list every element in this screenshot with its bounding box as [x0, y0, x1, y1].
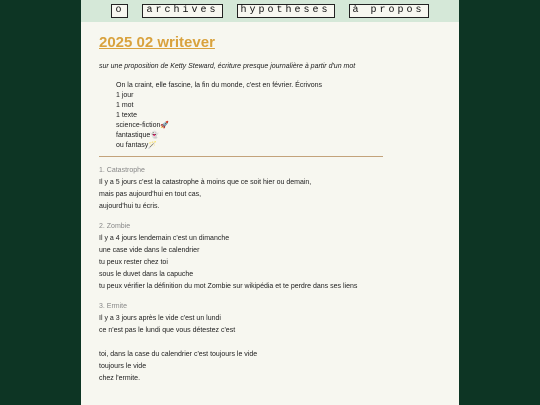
section-zombie: [99, 223, 441, 293]
nav-archives-link[interactable]: archives: [142, 4, 222, 18]
text-line: Il y a 3 jours après le vide c'est un lundi: [99, 315, 221, 322]
nav-about-link[interactable]: à propos: [349, 4, 429, 18]
text-line: chez l'ermite.: [99, 375, 141, 382]
section-catastrophe: [99, 167, 441, 213]
page-title[interactable]: 2025 02 writever: [99, 34, 215, 51]
text-line: Il y a 5 jours c'est la catastrophe à moins que ce soit hier ou demain,: [99, 179, 312, 186]
text-line: tu peux vérifier la définition du mot Zombie sur wikipédia et te perdre dans ses liens: [99, 283, 358, 290]
nav-hypotheses-link[interactable]: hypotheses: [237, 4, 335, 18]
text-line: une case vide dans le calendrier: [99, 247, 200, 254]
text-line: mais pas aujourd'hui en tout cas,: [99, 191, 202, 198]
section-title: 3. Ermite: [99, 303, 128, 310]
intro-line: 1 mot: [116, 102, 134, 109]
intro-line: 1 jour: [116, 92, 134, 99]
text-line: ce n'est pas le lundi que vous détestez c'est: [99, 327, 236, 334]
text-line: toujours le vide: [99, 363, 147, 370]
intro-line: 1 texte: [116, 112, 138, 119]
subtitle: sur une proposition de Ketty Steward, écriture presque journalière à partir d'un mot: [99, 63, 356, 70]
text-line: aujourd'hui tu écris.: [99, 203, 160, 210]
nav-home-link[interactable]: o: [111, 4, 128, 18]
divider: [99, 156, 383, 157]
intro-line: fantastique👻: [116, 132, 159, 139]
section-title: 2. Zombie: [99, 223, 131, 230]
text-line: sous le duvet dans la capuche: [99, 271, 194, 278]
top-nav: [81, 0, 459, 22]
text-line: Il y a 4 jours lendemain c'est un dimanche: [99, 235, 230, 242]
intro-line: On la craint, elle fascine, la fin du monde, c'est en février. Écrivons: [116, 82, 322, 89]
section-ermite: [99, 303, 441, 385]
intro-line: science-fiction🚀: [116, 122, 170, 129]
article: [81, 34, 459, 385]
text-line: toi, dans la case du calendrier c'est toujours le vide: [99, 351, 258, 358]
text-line: [99, 337, 441, 349]
text-line: tu peux rester chez toi: [99, 259, 168, 266]
page: [81, 0, 459, 405]
intro-block: [116, 81, 441, 151]
intro-line: ou fantasy🪄: [116, 142, 158, 149]
section-title: 1. Catastrophe: [99, 167, 145, 174]
